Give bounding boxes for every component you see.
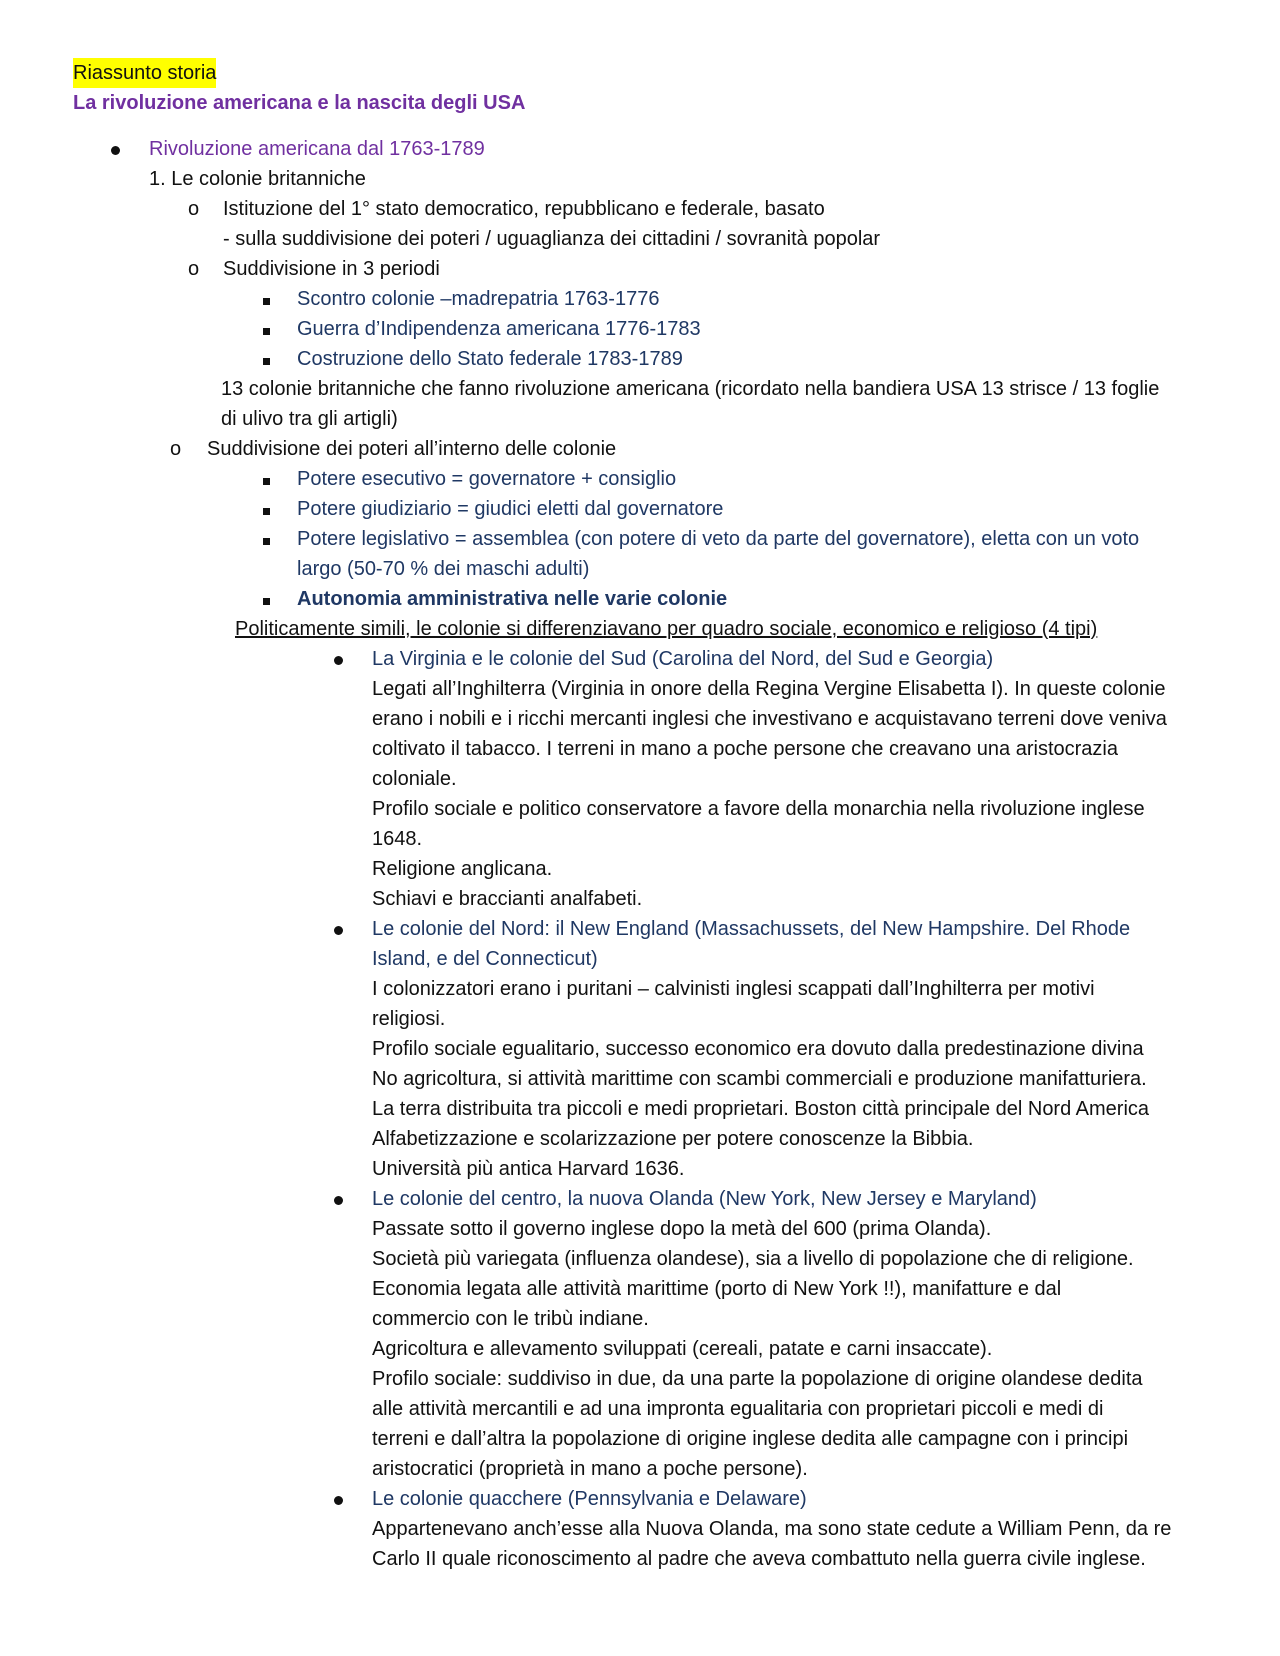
section-heading: 1. Le colonie britanniche xyxy=(149,168,366,190)
center-line: terreni e dall’altra la popolazione di origine inglese dedita alle campagne con i principi xyxy=(372,1428,1129,1450)
virginia-line: 1648. xyxy=(372,828,423,850)
square-bullet xyxy=(263,508,270,515)
square-bullet xyxy=(263,328,270,335)
o-marker: o xyxy=(188,258,200,280)
power-item-cont: largo (50-70 % dei maschi adulti) xyxy=(297,558,590,580)
north-line: Università più antica Harvard 1636. xyxy=(372,1158,685,1180)
north-line: No agricoltura, si attività marittime con scambi commerciali e produzione manifatturiera. xyxy=(372,1068,1147,1090)
period-item: Costruzione dello Stato federale 1783-1789 xyxy=(297,348,683,370)
power-item: Potere giudiziario = giudici eletti dal governatore xyxy=(297,498,724,520)
main-bullet: Rivoluzione americana dal 1763-1789 xyxy=(149,138,485,160)
quaker-heading: Le colonie quacchere (Pennsylvania e Delaware) xyxy=(372,1488,807,1510)
virginia-line: coloniale. xyxy=(372,768,457,790)
center-line: Economia legata alle attività marittime (porto di New York !!), manifatture e dal xyxy=(372,1278,1062,1300)
period-item: Guerra d’Indipendenza americana 1776-1783 xyxy=(297,318,701,340)
center-heading: Le colonie del centro, la nuova Olanda (New York, New Jersey e Maryland) xyxy=(372,1188,1037,1210)
colonies-13-text-cont: di ulivo tra gli artigli) xyxy=(221,408,398,430)
square-bullet xyxy=(263,598,270,605)
center-line: alle attività mercantili e ad una impronta egualitaria con proprietari piccoli e medi di xyxy=(372,1398,1104,1420)
virginia-heading: La Virginia e le colonie del Sud (Carolina del Nord, del Sud e Georgia) xyxy=(372,648,994,670)
center-line: Agricoltura e allevamento sviluppati (cereali, patate e carni insaccate). xyxy=(372,1338,993,1360)
virginia-line: erano i nobili e i ricchi mercanti inglesi che investivano e acquistavano terreni dove veniva xyxy=(372,708,1167,730)
virginia-line: Profilo sociale e politico conservatore a favore della monarchia nella rivoluzione inglese xyxy=(372,798,1145,820)
bullet-dot xyxy=(334,1196,343,1205)
center-line: Profilo sociale: suddiviso in due, da una parte la popolazione di origine olandese dedita xyxy=(372,1368,1143,1390)
north-line: Alfabetizzazione e scolarizzazione per potere conoscenze la Bibbia. xyxy=(372,1128,974,1150)
virginia-line: Schiavi e braccianti analfabeti. xyxy=(372,888,643,910)
o-marker: o xyxy=(170,438,182,460)
autonomy-item: Autonomia amministrativa nelle varie colonie xyxy=(297,588,728,610)
center-line: commercio con le tribù indiane. xyxy=(372,1308,649,1330)
bullet-dot xyxy=(334,1496,343,1505)
north-heading-cont: Island, e del Connecticut) xyxy=(372,948,598,970)
o-item-2: Suddivisione in 3 periodi xyxy=(223,258,440,280)
underlined-summary: Politicamente simili, le colonie si differenziavano per quadro sociale, economico e religioso (4 tipi) xyxy=(235,618,1098,640)
bullet-dot xyxy=(334,926,343,935)
o-item-1-cont: - sulla suddivisione dei poteri / uguaglianza dei cittadini / sovranità popolar xyxy=(223,228,881,250)
square-bullet xyxy=(263,538,270,545)
o-marker: o xyxy=(188,198,200,220)
bullet-dot xyxy=(111,146,120,155)
quaker-line: Carlo II quale riconoscimento al padre che aveva combattuto nella guerra civile inglese. xyxy=(372,1548,1146,1570)
quaker-line: Appartenevano anch’esse alla Nuova Olanda, ma sono state cedute a William Penn, da re xyxy=(372,1518,1172,1540)
bullet-dot xyxy=(334,656,343,665)
center-line: Società più variegata (influenza olandese), sia a livello di popolazione che di religione. xyxy=(372,1248,1134,1270)
colonies-13-text: 13 colonie britanniche che fanno rivoluzione americana (ricordato nella bandiera USA 13 strisce / 13 foglie xyxy=(221,378,1160,400)
power-item: Potere esecutivo = governatore + consiglio xyxy=(297,468,677,490)
center-line: Passate sotto il governo inglese dopo la metà del 600 (prima Olanda). xyxy=(372,1218,992,1240)
period-item: Scontro colonie –madrepatria 1763-1776 xyxy=(297,288,660,310)
north-line: religiosi. xyxy=(372,1008,446,1030)
virginia-line: coltivato il tabacco. I terreni in mano a poche persone che creavano una aristocrazia xyxy=(372,738,1118,760)
virginia-line: Religione anglicana. xyxy=(372,858,553,880)
north-heading: Le colonie del Nord: il New England (Massachussets, del New Hampshire. Del Rhode xyxy=(372,918,1131,940)
north-line: Profilo sociale egualitario, successo economico era dovuto dalla predestinazione divina xyxy=(372,1038,1144,1060)
north-line: La terra distribuita tra piccoli e medi proprietari. Boston città principale del Nord America xyxy=(372,1098,1150,1120)
center-line: aristocratici (proprietà in mano a poche persone). xyxy=(372,1458,808,1480)
square-bullet xyxy=(263,298,270,305)
power-item: Potere legislativo = assemblea (con potere di veto da parte del governatore), eletta con un voto xyxy=(297,528,1140,550)
o-item-1: Istituzione del 1° stato democratico, repubblicano e federale, basato xyxy=(223,198,825,220)
doc-tag: Riassunto storia xyxy=(73,58,216,88)
virginia-line: Legati all’Inghilterra (Virginia in onore della Regina Vergine Elisabetta I). In queste colonie xyxy=(372,678,1166,700)
square-bullet xyxy=(263,358,270,365)
north-line: I colonizzatori erano i puritani – calvinisti inglesi scappati dall’Inghilterra per motivi xyxy=(372,978,1095,1000)
doc-title: La rivoluzione americana e la nascita degli USA xyxy=(73,92,526,114)
square-bullet xyxy=(263,478,270,485)
o-item-3: Suddivisione dei poteri all’interno delle colonie xyxy=(207,438,617,460)
